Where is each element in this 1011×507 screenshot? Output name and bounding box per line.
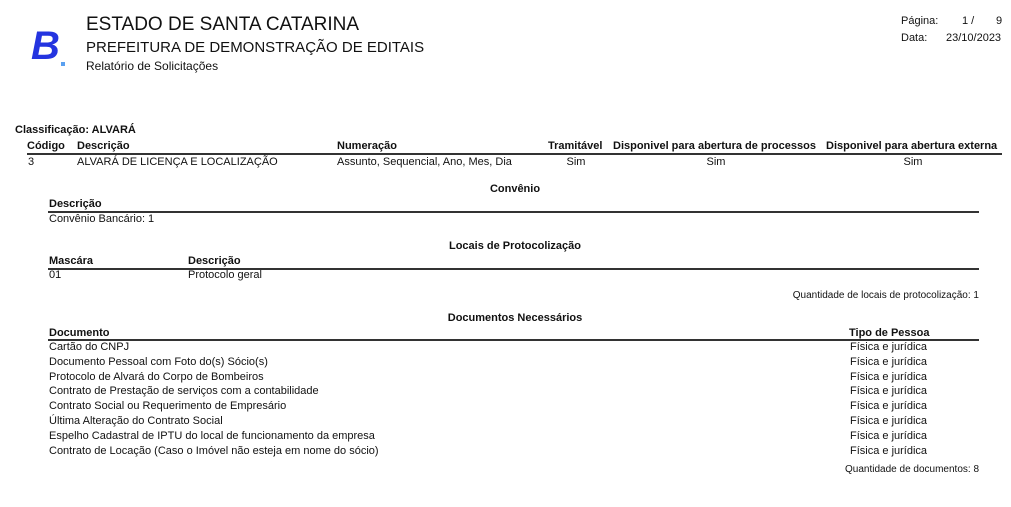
- documento-row: Espelho Cadastral de IPTU do local de funcionamento da empresa: [49, 430, 375, 442]
- logo-letter: B: [31, 24, 60, 68]
- col-tramitavel: Tramitável: [548, 140, 603, 152]
- locais-cell-mascara: 01: [49, 269, 62, 281]
- col-disp-processos: Disponivel para abertura de processos: [613, 140, 816, 152]
- documento-tipo: Física e jurídica: [850, 430, 928, 442]
- convenio-row: Convênio Bancário: 1: [49, 213, 155, 225]
- documento-tipo: Física e jurídica: [850, 385, 928, 397]
- convenio-title: Convênio: [489, 183, 541, 195]
- date-value: 23/10/2023: [946, 32, 1002, 44]
- convenio-divider: [48, 211, 979, 213]
- convenio-col-descricao: Descrição: [49, 198, 102, 210]
- locais-col-mascara: Mascára: [49, 255, 94, 267]
- locais-title: Locais de Protocolização: [448, 240, 582, 252]
- page-label: Página:: [901, 15, 939, 27]
- page-current: 1 /: [962, 15, 975, 27]
- documento-tipo: Física e jurídica: [850, 371, 928, 383]
- locais-cell-descricao: Protocolo geral: [188, 269, 262, 281]
- documento-row: Contrato de Locação (Caso o Imóvel não esteja em nome do sócio): [49, 445, 379, 457]
- documento-tipo: Física e jurídica: [850, 341, 928, 353]
- documento-row: Cartão do CNPJ: [49, 341, 130, 353]
- cell-codigo: 3: [28, 156, 35, 168]
- documentos-col-documento: Documento: [49, 327, 110, 339]
- logo-dot-icon: [61, 62, 65, 66]
- cell-disp-externa: Sim: [903, 156, 923, 168]
- documentos-col-tipo: Tipo de Pessoa: [849, 327, 930, 339]
- classification-label: Classificação: ALVARÁ: [15, 124, 136, 136]
- report-name: Relatório de Solicitações: [86, 59, 219, 73]
- classification-divider: [27, 153, 1002, 155]
- report-subtitle: PREFEITURA DE DEMONSTRAÇÃO DE EDITAIS: [86, 39, 425, 56]
- documento-row: Contrato de Prestação de serviços com a contabilidade: [49, 385, 319, 397]
- col-disp-externa: Disponivel para abertura externa: [826, 140, 998, 152]
- date-label: Data:: [901, 32, 928, 44]
- documentos-summary: Quantidade de documentos: 8: [845, 464, 979, 475]
- documento-tipo: Física e jurídica: [850, 356, 928, 368]
- page-total: 9: [996, 15, 1003, 27]
- col-codigo: Código: [27, 140, 65, 152]
- col-descricao: Descrição: [77, 140, 130, 152]
- documento-tipo: Física e jurídica: [850, 415, 928, 427]
- cell-numeracao: Assunto, Sequencial, Ano, Mes, Dia: [337, 156, 512, 168]
- locais-col-descricao: Descrição: [188, 255, 241, 267]
- cell-tramitavel: Sim: [566, 156, 586, 168]
- documentos-divider: [48, 339, 979, 341]
- documento-tipo: Física e jurídica: [850, 400, 928, 412]
- documento-row: Contrato Social ou Requerimento de Empresário: [49, 400, 287, 412]
- documento-row: Protocolo de Alvará do Corpo de Bombeiros: [49, 371, 264, 383]
- cell-descricao: ALVARÁ DE LICENÇA E LOCALIZAÇÃO: [77, 156, 278, 168]
- documento-tipo: Física e jurídica: [850, 445, 928, 457]
- brand-logo: [31, 24, 71, 72]
- documento-row: Última Alteração do Contrato Social: [49, 415, 223, 427]
- col-numeracao: Numeração: [337, 140, 397, 152]
- locais-summary: Quantidade de locais de protocolização: 1: [792, 290, 979, 301]
- report-title: ESTADO DE SANTA CATARINA: [86, 14, 360, 35]
- documento-row: Documento Pessoal com Foto do(s) Sócio(s): [49, 356, 268, 368]
- cell-disp-processos: Sim: [706, 156, 726, 168]
- documentos-title: Documentos Necessários: [447, 312, 583, 324]
